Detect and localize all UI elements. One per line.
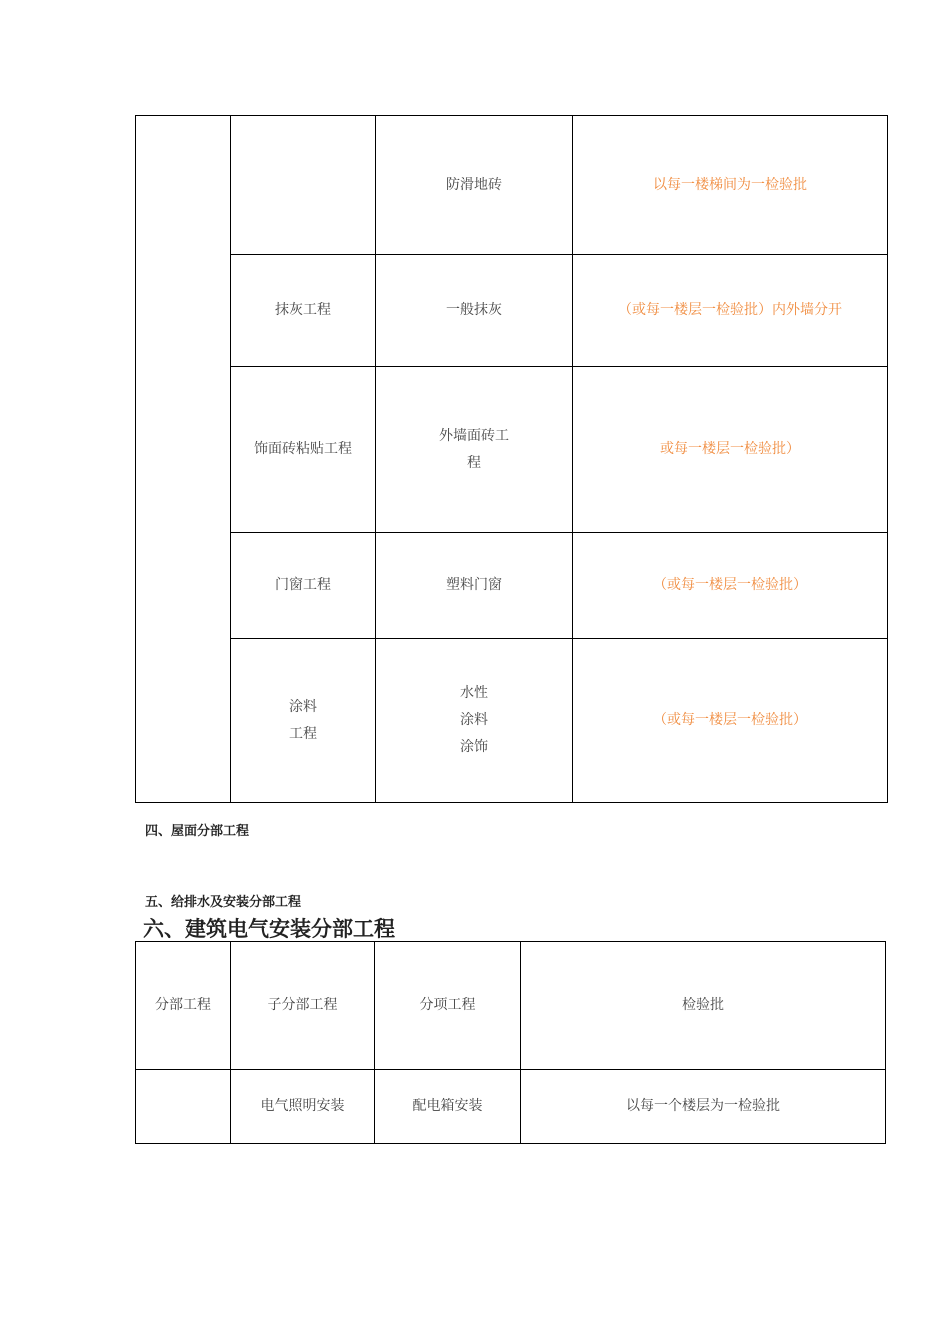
batch-cell: （或每一楼层一检验批） [573, 639, 888, 803]
table-header-row [136, 942, 886, 1070]
header-division: 分部工程 [136, 942, 231, 1070]
item-line: 涂饰 [460, 739, 488, 755]
sub-division-cell [231, 116, 376, 255]
item-cell [376, 639, 573, 803]
batch-cell: 以每一个楼层为一检验批 [521, 1070, 886, 1144]
item-cell: 塑料门窗 [376, 533, 573, 639]
item-line: 涂料 [460, 712, 488, 728]
header-item: 分项工程 [375, 942, 521, 1070]
decoration-inspection-table [135, 115, 888, 803]
item-line: 水性 [460, 685, 488, 701]
sub-division-cell: 门窗工程 [231, 533, 376, 639]
item-cell: 一般抹灰 [376, 255, 573, 367]
header-sub-division: 子分部工程 [231, 942, 375, 1070]
table-row [136, 255, 888, 367]
batch-cell: （或每一楼层一检验批）内外墙分开 [573, 255, 888, 367]
batch-cell: （或每一楼层一检验批） [573, 533, 888, 639]
header-batch: 检验批 [521, 942, 886, 1070]
sub-line: 工程 [289, 725, 317, 742]
table-row [136, 533, 888, 639]
batch-cell: 以每一楼梯间为一检验批 [573, 116, 888, 255]
electrical-inspection-table [135, 941, 886, 1144]
section-heading-electrical: 六、建筑电气安装分部工程 [143, 917, 395, 941]
item-line: 外墙面砖工 [439, 427, 509, 444]
sub-line: 涂料 [289, 698, 317, 715]
table-row [136, 1070, 886, 1144]
item-line: 程 [467, 454, 481, 471]
item-cell: 配电箱安装 [375, 1070, 521, 1144]
sub-division-cell [231, 639, 376, 803]
item-cell [376, 367, 573, 533]
division-cell [136, 1070, 231, 1144]
sub-division-cell: 抹灰工程 [231, 255, 376, 367]
division-cell [136, 116, 231, 803]
table-row [136, 116, 888, 255]
section-heading-plumbing: 五、给排水及安装分部工程 [145, 895, 302, 910]
sub-division-cell: 电气照明安装 [231, 1070, 375, 1144]
section-heading-roof: 四、屋面分部工程 [145, 824, 250, 839]
table-row [136, 639, 888, 803]
batch-cell: 或每一楼层一检验批） [573, 367, 888, 533]
item-cell: 防滑地砖 [376, 116, 573, 255]
table-row [136, 367, 888, 533]
sub-division-cell: 饰面砖粘贴工程 [231, 367, 376, 533]
